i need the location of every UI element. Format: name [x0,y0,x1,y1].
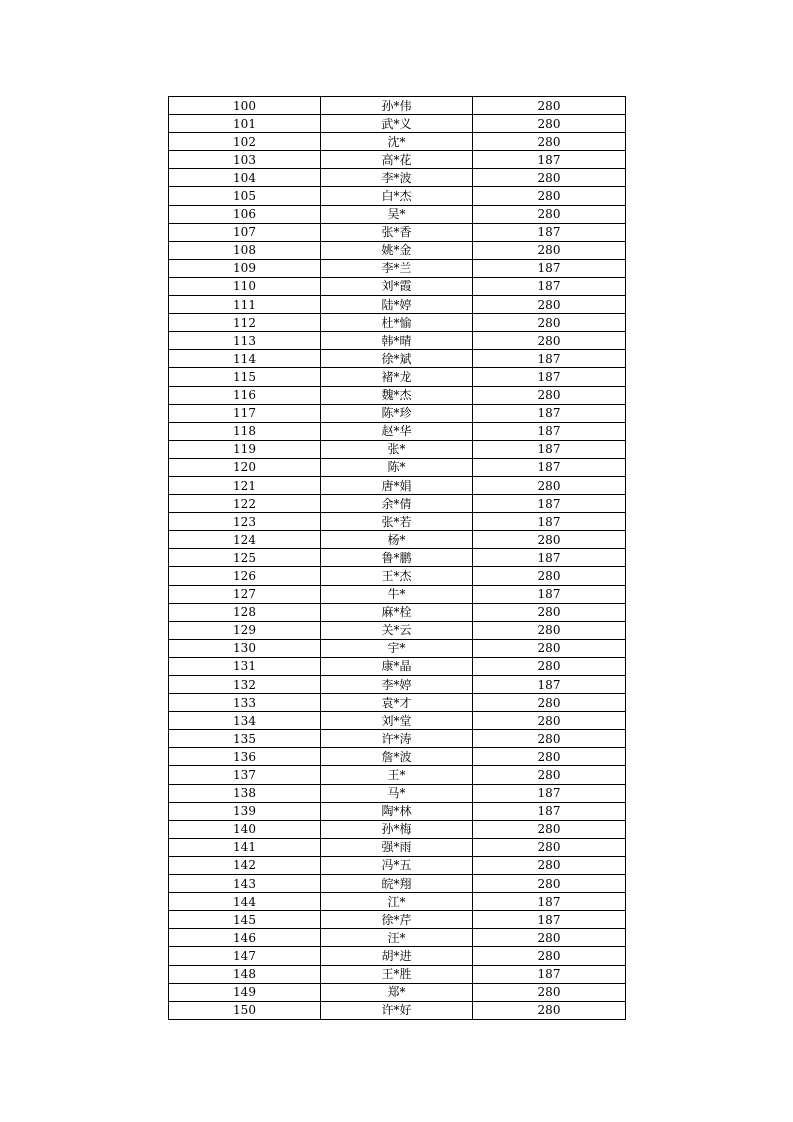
row-number-cell: 146 [169,929,321,947]
name-cell: 袁*才 [321,694,473,712]
amount-cell: 280 [473,838,626,856]
table-row [169,223,626,241]
name-cell: 赵*华 [321,422,473,440]
row-number-cell: 131 [169,657,321,675]
table-row [169,422,626,440]
table-row [169,838,626,856]
amount-cell: 280 [473,205,626,223]
table-row [169,802,626,820]
table-row [169,748,626,766]
row-number-cell: 149 [169,983,321,1001]
row-number-cell: 135 [169,730,321,748]
name-cell: 徐*芹 [321,911,473,929]
amount-cell: 280 [473,639,626,657]
row-number-cell: 101 [169,115,321,133]
amount-cell: 187 [473,440,626,458]
table-row [169,513,626,531]
amount-cell: 280 [473,694,626,712]
amount-cell: 280 [473,241,626,259]
name-cell: 康*晶 [321,657,473,675]
amount-cell: 187 [473,422,626,440]
amount-cell: 280 [473,657,626,675]
table-row [169,314,626,332]
table-row [169,296,626,314]
amount-cell: 280 [473,730,626,748]
amount-cell: 187 [473,513,626,531]
table-row [169,205,626,223]
name-cell: 关*云 [321,621,473,639]
row-number-cell: 142 [169,856,321,874]
table-row [169,386,626,404]
amount-cell: 187 [473,965,626,983]
table-row [169,929,626,947]
row-number-cell: 121 [169,476,321,494]
row-number-cell: 144 [169,893,321,911]
table-row [169,784,626,802]
row-number-cell: 136 [169,748,321,766]
row-number-cell: 100 [169,97,321,115]
row-number-cell: 111 [169,296,321,314]
row-number-cell: 141 [169,838,321,856]
row-number-cell: 124 [169,531,321,549]
amount-cell: 187 [473,277,626,295]
amount-cell: 187 [473,549,626,567]
name-cell: 江* [321,893,473,911]
table-row [169,730,626,748]
name-cell: 牛* [321,585,473,603]
table-row [169,368,626,386]
table-row [169,712,626,730]
row-number-cell: 138 [169,784,321,802]
amount-cell: 280 [473,476,626,494]
amount-cell: 280 [473,748,626,766]
name-cell: 陶*林 [321,802,473,820]
name-cell: 强*雨 [321,838,473,856]
row-number-cell: 122 [169,495,321,513]
amount-cell: 280 [473,875,626,893]
name-cell: 武*义 [321,115,473,133]
name-cell: 许*好 [321,1001,473,1019]
table-row [169,621,626,639]
name-cell: 宇* [321,639,473,657]
table-row [169,947,626,965]
table-row [169,169,626,187]
amount-cell: 187 [473,784,626,802]
name-cell: 韩*晴 [321,332,473,350]
table-row [169,766,626,784]
name-cell: 沈* [321,133,473,151]
row-number-cell: 119 [169,440,321,458]
table-row [169,639,626,657]
table-row [169,97,626,115]
table-row [169,893,626,911]
table-row [169,133,626,151]
row-number-cell: 147 [169,947,321,965]
amount-cell: 280 [473,296,626,314]
name-cell: 鲁*鹏 [321,549,473,567]
table-row [169,241,626,259]
table-row [169,277,626,295]
name-cell: 皖*翔 [321,875,473,893]
row-number-cell: 103 [169,151,321,169]
roster-table-body [169,97,626,1020]
row-number-cell: 116 [169,386,321,404]
amount-cell: 280 [473,169,626,187]
row-number-cell: 139 [169,802,321,820]
row-number-cell: 118 [169,422,321,440]
name-cell: 白*杰 [321,187,473,205]
row-number-cell: 134 [169,712,321,730]
table-row [169,1001,626,1019]
row-number-cell: 145 [169,911,321,929]
table-row [169,965,626,983]
row-number-cell: 123 [169,513,321,531]
table-row [169,585,626,603]
table-row [169,603,626,621]
amount-cell: 280 [473,603,626,621]
amount-cell: 187 [473,350,626,368]
name-cell: 孙*梅 [321,820,473,838]
name-cell: 张*若 [321,513,473,531]
row-number-cell: 106 [169,205,321,223]
name-cell: 冯*五 [321,856,473,874]
table-row [169,495,626,513]
table-row [169,549,626,567]
name-cell: 褚*龙 [321,368,473,386]
row-number-cell: 120 [169,458,321,476]
row-number-cell: 130 [169,639,321,657]
table-row [169,856,626,874]
name-cell: 唐*娟 [321,476,473,494]
row-number-cell: 114 [169,350,321,368]
row-number-cell: 129 [169,621,321,639]
amount-cell: 187 [473,676,626,694]
amount-cell: 280 [473,531,626,549]
name-cell: 姚*金 [321,241,473,259]
table-row [169,404,626,422]
amount-cell: 280 [473,133,626,151]
row-number-cell: 105 [169,187,321,205]
amount-cell: 187 [473,911,626,929]
amount-cell: 280 [473,766,626,784]
table-row [169,350,626,368]
row-number-cell: 137 [169,766,321,784]
table-row [169,332,626,350]
table-row [169,187,626,205]
amount-cell: 280 [473,929,626,947]
table-row [169,676,626,694]
name-cell: 魏*杰 [321,386,473,404]
table-row [169,567,626,585]
table-row [169,151,626,169]
row-number-cell: 132 [169,676,321,694]
name-cell: 李*兰 [321,259,473,277]
name-cell: 王* [321,766,473,784]
amount-cell: 280 [473,567,626,585]
name-cell: 吴* [321,205,473,223]
name-cell: 孙*伟 [321,97,473,115]
row-number-cell: 108 [169,241,321,259]
name-cell: 杨* [321,531,473,549]
table-row [169,476,626,494]
name-cell: 杜*愉 [321,314,473,332]
amount-cell: 187 [473,368,626,386]
amount-cell: 280 [473,386,626,404]
table-row [169,440,626,458]
amount-cell: 187 [473,404,626,422]
name-cell: 张*香 [321,223,473,241]
amount-cell: 187 [473,585,626,603]
name-cell: 王*杰 [321,567,473,585]
row-number-cell: 107 [169,223,321,241]
name-cell: 麻*栓 [321,603,473,621]
name-cell: 陈* [321,458,473,476]
row-number-cell: 125 [169,549,321,567]
row-number-cell: 110 [169,277,321,295]
table-row [169,875,626,893]
name-cell: 陆*婷 [321,296,473,314]
table-row [169,657,626,675]
row-number-cell: 109 [169,259,321,277]
row-number-cell: 127 [169,585,321,603]
amount-cell: 187 [473,259,626,277]
row-number-cell: 128 [169,603,321,621]
amount-cell: 187 [473,893,626,911]
amount-cell: 280 [473,314,626,332]
table-row [169,531,626,549]
name-cell: 徐*斌 [321,350,473,368]
row-number-cell: 117 [169,404,321,422]
name-cell: 王*胜 [321,965,473,983]
name-cell: 胡*进 [321,947,473,965]
table-row [169,820,626,838]
amount-cell: 280 [473,97,626,115]
name-cell: 刘*霞 [321,277,473,295]
table-row [169,694,626,712]
name-cell: 刘*堂 [321,712,473,730]
row-number-cell: 126 [169,567,321,585]
row-number-cell: 115 [169,368,321,386]
row-number-cell: 113 [169,332,321,350]
table-row [169,911,626,929]
row-number-cell: 148 [169,965,321,983]
name-cell: 许*涛 [321,730,473,748]
amount-cell: 280 [473,115,626,133]
amount-cell: 280 [473,856,626,874]
amount-cell: 187 [473,223,626,241]
row-number-cell: 143 [169,875,321,893]
amount-cell: 280 [473,820,626,838]
roster-table [168,96,626,1020]
name-cell: 余*倩 [321,495,473,513]
amount-cell: 280 [473,332,626,350]
amount-cell: 187 [473,458,626,476]
table-row [169,983,626,1001]
amount-cell: 280 [473,621,626,639]
row-number-cell: 133 [169,694,321,712]
amount-cell: 280 [473,187,626,205]
name-cell: 汪* [321,929,473,947]
row-number-cell: 104 [169,169,321,187]
row-number-cell: 140 [169,820,321,838]
amount-cell: 187 [473,802,626,820]
row-number-cell: 150 [169,1001,321,1019]
amount-cell: 187 [473,151,626,169]
amount-cell: 280 [473,947,626,965]
name-cell: 马* [321,784,473,802]
table-row [169,115,626,133]
table-row [169,259,626,277]
name-cell: 李*波 [321,169,473,187]
row-number-cell: 112 [169,314,321,332]
amount-cell: 280 [473,712,626,730]
name-cell: 高*花 [321,151,473,169]
amount-cell: 280 [473,983,626,1001]
row-number-cell: 102 [169,133,321,151]
table-row [169,458,626,476]
amount-cell: 187 [473,495,626,513]
name-cell: 张* [321,440,473,458]
amount-cell: 280 [473,1001,626,1019]
name-cell: 郑* [321,983,473,1001]
name-cell: 詹*波 [321,748,473,766]
name-cell: 陈*珍 [321,404,473,422]
name-cell: 李*婷 [321,676,473,694]
